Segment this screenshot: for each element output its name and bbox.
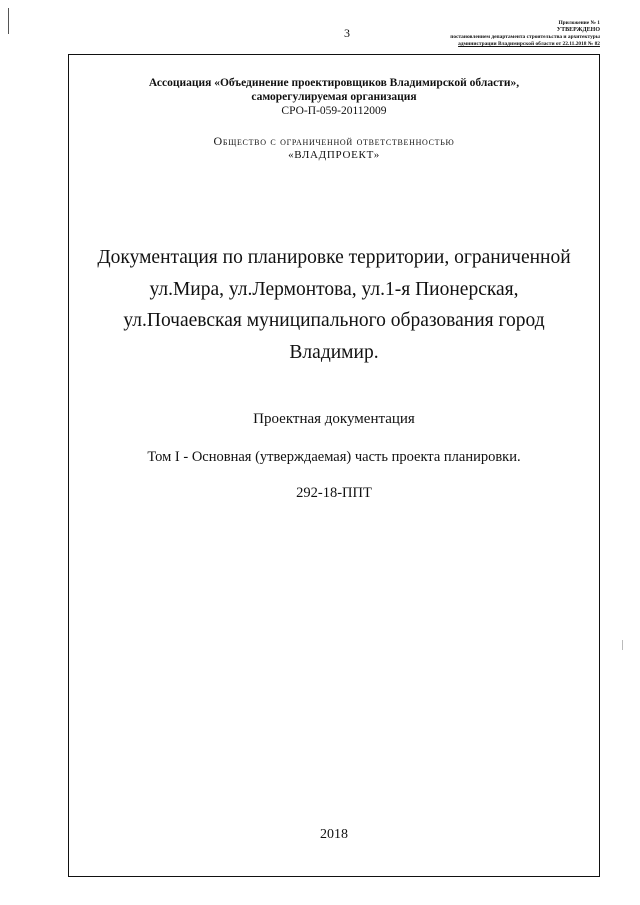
title-page-frame — [68, 54, 600, 877]
scan-speck — [622, 640, 623, 650]
title-line: ул.Мира, ул.Лермонтова, ул.1-я Пионерская, — [149, 278, 519, 300]
association-name: Ассоциация «Объединение проектировщиков Владимирской области», — [148, 77, 520, 89]
approval-approved: УТВЕРЖДЕНО — [556, 27, 600, 33]
document-code: 292-18-ППТ — [296, 485, 372, 501]
approval-appendix: Приложение № 1 — [558, 20, 600, 26]
document-title — [77, 242, 591, 368]
organization-block — [69, 134, 599, 162]
sro-number: СРО-П-059-20112009 — [281, 105, 387, 117]
association-block — [69, 76, 599, 118]
organization-type: Общество с ограниченной ответственностью — [213, 134, 455, 148]
page-number: 3 — [344, 26, 350, 40]
organization-name: «ВЛАДПРОЕКТ» — [288, 149, 380, 161]
scan-mark — [8, 8, 9, 34]
association-type: саморегулируемая организация — [251, 91, 417, 103]
approval-decree: постановлением департамента строительства и архитектуры — [450, 34, 600, 40]
volume-title: Том I - Основная (утверждаемая) часть проекта планировки. — [147, 449, 521, 465]
document-year: 2018 — [320, 827, 348, 842]
title-line: ул.Почаевская муниципального образования город — [123, 310, 545, 331]
document-subtitle: Проектная документация — [253, 411, 415, 427]
title-line: Владимир. — [289, 341, 379, 363]
approval-stamp — [360, 20, 600, 48]
title-line: Документация по планировке территории, ограниченной — [97, 247, 571, 268]
approval-authority: администрации Владимирской области от 22.11.2018 № 82 — [458, 41, 600, 47]
